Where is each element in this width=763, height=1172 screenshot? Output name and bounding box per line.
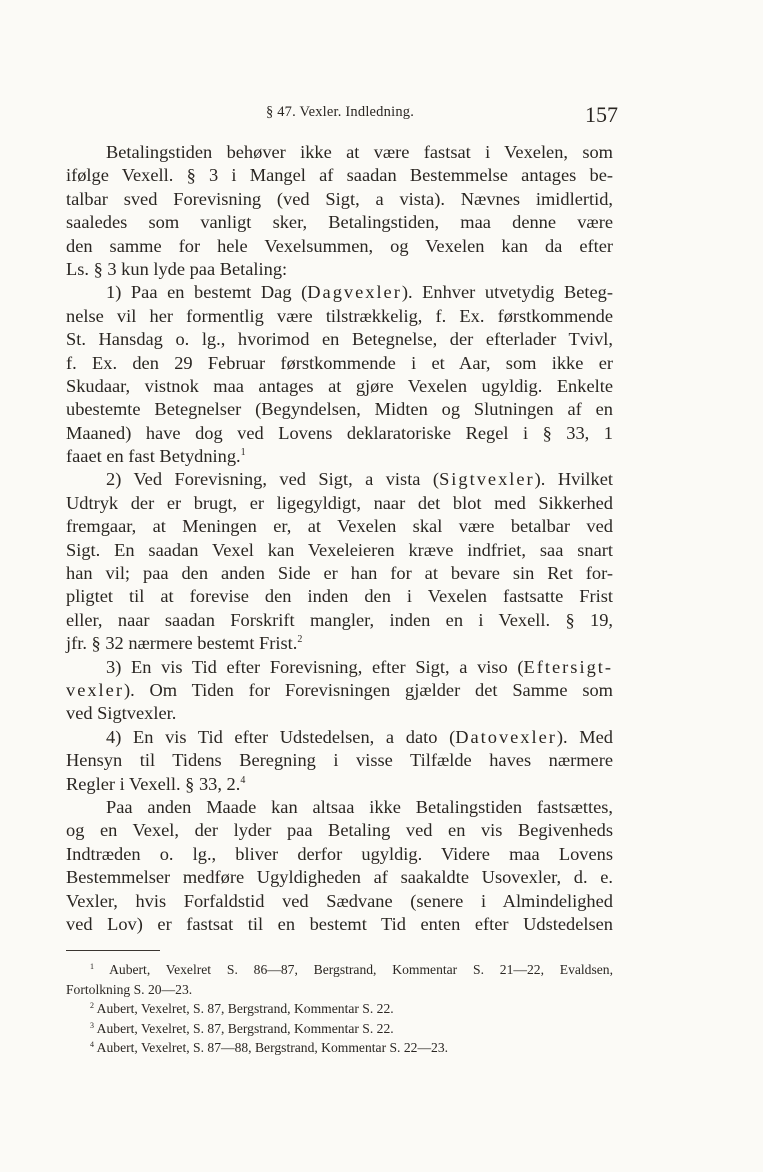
text-line (66, 773, 613, 796)
text-line: saaledes som vanligt sker, Betalingstiden, maa denne være (66, 212, 613, 233)
text-line: Vexler, hvis Forfaldstid ved Sædvane (senere i Almindelighed (66, 890, 613, 911)
section-heading: § 47. Vexler. Indledning. (265, 104, 415, 120)
text-line: Hensyn til Tidens Beregning i visse Tilfælde haves nærmere (66, 750, 613, 771)
footnote-ref: 2 (297, 634, 303, 646)
footnote (66, 1038, 613, 1058)
text-run: ). Hvilket (534, 469, 613, 490)
text-run: ). Enhver utvetydig Beteg- (401, 282, 613, 303)
running-header (62, 102, 618, 128)
text-line: Skudaar, vistnok maa antages at gjøre Vexelen ugyldig. Enkelte (66, 375, 613, 396)
text-line (66, 656, 613, 679)
text-line (66, 468, 613, 491)
text-run: 3) En vis Tid efter Forevisning, efter Sigt, a viso ( (106, 656, 524, 677)
spaced-term: Datovexler (455, 726, 557, 747)
text-line: Udtryk der er brugt, er ligegyldigt, naar det blot med Sikkerhed (66, 492, 613, 513)
text-line: talbar sved Forevisning (ved Sigt, a vista). Nævnes imidlertid, (66, 188, 613, 209)
text-line: han vil; paa den anden Side er han for at bevare sin Ret for- (66, 563, 613, 584)
text-line: fremgaar, at Meningen er, at Vexelen skal være betalbar ved (66, 516, 613, 537)
footnote-divider (66, 950, 160, 951)
footnote (66, 1019, 613, 1039)
footnote-text: Aubert, Vexelret, S. 87, Bergstrand, Kommentar S. 22. (96, 1001, 394, 1017)
footnote-ref: 4 (240, 774, 246, 786)
text-run: ). Om Tiden for Forevisningen gjælder det Samme som (123, 679, 613, 700)
text-run: ). Med (556, 726, 614, 747)
text-line (66, 445, 613, 468)
text-line: nelse vil her formentlig være tilstrækkelig, f. Ex. førstkommende (66, 305, 613, 326)
text-line: og en Vexel, der lyder paa Betaling ved en vis Begivenheds (66, 820, 613, 841)
footnote-marker: 3 (90, 1020, 94, 1030)
text-line: ifølge Vexell. § 3 i Mangel af saadan Bestemmelse antages be- (66, 165, 613, 186)
text-run: Regler i Vexell. § 33, 2. (66, 773, 241, 794)
footnote-ref: 1 (240, 447, 246, 459)
footnote-text: Aubert, Vexelret, S. 87, Bergstrand, Kommentar S. 22. (96, 1020, 394, 1036)
text-line (66, 281, 613, 304)
text-run: 2) Ved Forevisning, ved Sigt, a vista ( (106, 469, 440, 490)
footnote-continuation: Fortolkning S. 20—23. (66, 981, 193, 997)
footnote (66, 960, 613, 980)
footnote-marker: 1 (90, 962, 94, 971)
footnote-marker: 4 (90, 1040, 94, 1050)
text-run: jfr. § 32 nærmere bestemt Frist. (66, 633, 298, 654)
text-line: eller, naar saadan Forskrift mangler, inden en i Vexell. § 19, (66, 609, 613, 630)
text-line (66, 726, 613, 749)
text-line: den samme for hele Vexelsummen, og Vexelen kan da efter (66, 235, 613, 256)
text-line: Betalingstiden behøver ikke at være fastsat i Vexelen, som (106, 142, 613, 162)
text-line: f. Ex. den 29 Februar førstkommende i et Aar, som ikke er (66, 352, 613, 373)
text-line (66, 632, 613, 655)
text-line: pligtet til at forevise den inden den i Vexelen fastsatte Frist (66, 586, 613, 607)
text-line: Paa anden Maade kan altsaa ikke Betalingstiden fastsættes, (106, 796, 613, 817)
text-line: St. Hansdag o. lg., hvorimod en Betegnelse, der efterlader Tvivl, (66, 329, 613, 350)
footnote-marker: 2 (90, 1001, 94, 1011)
text-run: 1) Paa en bestemt Dag ( (106, 282, 308, 303)
text-line: ved Sigtvexler. (66, 703, 177, 724)
spaced-term: Eftersigt- (523, 656, 613, 677)
spaced-term: Sigtvexler (439, 469, 535, 490)
text-run: faaet en fast Betydning. (66, 446, 241, 467)
text-line (66, 679, 613, 702)
text-run: 4) En vis Tid efter Udstedelsen, a dato ( (106, 726, 456, 747)
footnote-text: Aubert, Vexelret, S. 87—88, Bergstrand, Kommentar S. 22—23. (96, 1040, 449, 1056)
footnotes (66, 960, 613, 1058)
text-line: ubestemte Betegnelser (Begyndelsen, Midten og Slutningen af en (66, 399, 613, 420)
footnote-text: Aubert, Vexelret S. 86—87, Bergstrand, Kommentar S. 21—22, Evaldsen, (109, 962, 614, 977)
page-number: 157 (585, 102, 618, 127)
text-line: ved Lov) er fastsat til en bestemt Tid enten efter Udstedelsen (66, 913, 613, 934)
text-line: Sigt. En saadan Vexel kan Vexeleieren kræve indfriet, saa snart (66, 539, 613, 560)
footnote (66, 999, 613, 1019)
text-line: Indtræden o. lg., bliver derfor ugyldig. Videre maa Lovens (66, 843, 613, 864)
text-line: Bestemmelser medføre Ugyldigheden af saakaldte Usovexler, d. e. (66, 867, 613, 888)
body-text (66, 141, 613, 936)
text-line: Ls. § 3 kun lyde paa Betaling: (66, 258, 288, 279)
text-line: Maaned) have dog ved Lovens deklaratoriske Regel i § 33, 1 (66, 422, 613, 443)
spaced-term: Dagvexler (307, 282, 402, 303)
spaced-term: vexler (66, 679, 124, 700)
